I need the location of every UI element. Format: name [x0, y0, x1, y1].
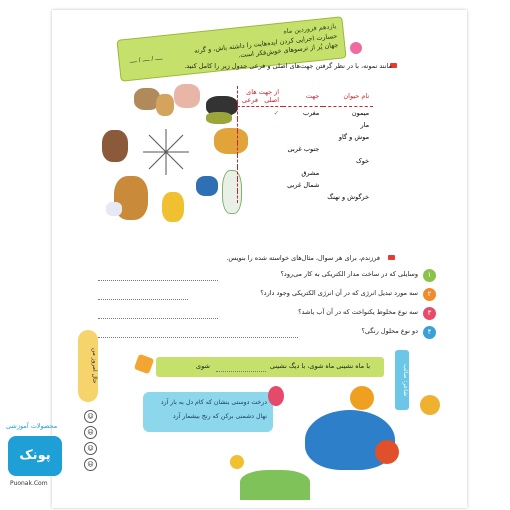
answer-line[interactable]	[98, 337, 298, 338]
col-header-direction: جهت	[283, 86, 323, 107]
cell-type[interactable]	[238, 131, 284, 143]
table-row	[238, 179, 374, 191]
mood-face-icon[interactable]: ☹	[84, 458, 97, 471]
question-list	[98, 270, 432, 346]
mouse-icon	[206, 112, 232, 124]
cell-type[interactable]	[238, 179, 284, 191]
cell-animal: خرگوش و نهنگ	[327, 193, 370, 201]
monkey-icon	[102, 130, 128, 162]
table-row	[238, 167, 374, 179]
col-header-type-label: از جهت های	[246, 88, 280, 96]
instruction-table: مانند نمونه، با در نظر گرفتن جهت‌های اصلی و فرعی جدول زیر را کامل کنید.	[184, 62, 392, 70]
whale-icon	[196, 176, 218, 196]
question-item	[98, 270, 432, 284]
brand-logo: پونک	[8, 436, 62, 476]
cell-direction[interactable]	[283, 119, 323, 131]
col-header-animal: نام حیوان	[323, 86, 373, 107]
cell-animal: خوک	[355, 157, 370, 165]
cell-direction[interactable]	[283, 155, 323, 167]
cell-animal: میمون	[351, 109, 370, 117]
flower-icon	[350, 42, 362, 54]
instruction-questions: فرزندم، برای هر سوال، مثال‌های خواسته شده را بنویس.	[226, 254, 380, 262]
table-row	[238, 131, 374, 143]
proverb-blank[interactable]	[216, 371, 266, 372]
proverb-band	[156, 357, 384, 377]
check-mark: ✓	[273, 109, 280, 117]
leaves-icon	[240, 470, 310, 500]
col-header-sub: فرعی	[242, 96, 258, 104]
question-item	[98, 289, 432, 303]
table-row	[238, 191, 374, 203]
brand-url[interactable]: Puonak.Com	[10, 480, 48, 487]
cell-type[interactable]	[238, 143, 284, 155]
question-number: ۳	[423, 307, 436, 320]
answer-line[interactable]	[98, 280, 218, 281]
cell-direction[interactable]	[283, 131, 323, 143]
poem-line-1: درخت دوستی بنشان که کام دل به بار آرد	[160, 399, 267, 406]
table-row	[238, 119, 374, 131]
sheep-icon	[106, 202, 122, 216]
rooster-icon	[156, 94, 174, 116]
answer-line[interactable]	[98, 318, 218, 319]
flower-icon	[375, 440, 399, 464]
cell-direction: مشرق	[301, 169, 320, 177]
table-row	[238, 143, 374, 155]
header-quote: حسارت اجرایی کردن ایده‌هایت را داشته باش، و گرنه جهان پُر از ترسوهای خوش‌فکر است.	[193, 31, 339, 60]
poem-callout	[143, 392, 273, 432]
flower-icon	[350, 386, 374, 410]
compass-rose-icon	[141, 127, 191, 177]
question-text: سه نوع مخلوط یکنواخت که در آن آب باشد؟	[298, 308, 418, 316]
question-number: ۲	[423, 288, 436, 301]
question-number: ۱	[423, 269, 436, 282]
cell-animal[interactable]	[323, 179, 373, 191]
proverb-end: شوی	[196, 362, 210, 370]
answer-line[interactable]	[98, 299, 188, 300]
col-header-type	[238, 86, 284, 107]
date-field[interactable]: ــــ / ــــ / ــــ	[129, 54, 163, 65]
cell-type[interactable]	[238, 167, 284, 179]
mood-face-icon[interactable]: ☺	[84, 442, 97, 455]
question-text: سه مورد تبدیل انرژی که در آن انرژی الکتریکی وجود دارد؟	[260, 289, 418, 297]
col-header-main: اصلی	[264, 96, 280, 104]
question-text: وسایلی که در ساخت مدار الکتریکی به کار می‌رود؟	[280, 270, 418, 278]
pig-icon	[174, 84, 200, 108]
question-item	[98, 308, 432, 322]
bird-icon	[268, 386, 284, 406]
brand-tagline: محصولات آموزشی	[6, 422, 58, 430]
cell-direction[interactable]	[283, 191, 323, 203]
cell-type[interactable]	[238, 107, 284, 120]
cell-direction: جنوب غربی	[287, 145, 320, 153]
cell-direction: شمال غربی	[287, 181, 320, 189]
cell-type[interactable]	[238, 191, 284, 203]
proverb-text: با ماه نشینی ماه شوی، با دیگ نشینی	[269, 362, 370, 370]
table-row	[238, 155, 374, 167]
question-text: دو نوع محلول رنگی؟	[361, 327, 418, 335]
cell-type[interactable]	[238, 155, 284, 167]
mood-tab: حال امروز من	[78, 330, 98, 402]
flower-icon	[420, 395, 440, 415]
brand-watermark	[0, 420, 70, 500]
cell-animal: مار	[360, 121, 370, 129]
cell-type[interactable]	[238, 119, 284, 131]
snake-icon	[162, 192, 184, 222]
animals-direction-table	[237, 86, 373, 203]
cell-animal[interactable]	[323, 143, 373, 155]
flower-icon	[230, 455, 244, 469]
bullet-icon	[388, 255, 395, 260]
cell-direction[interactable]: مغرب	[302, 109, 320, 117]
cell-animal: موش و گاو	[338, 133, 370, 141]
mood-face-icon[interactable]: ☺	[84, 410, 97, 423]
table-row	[238, 107, 374, 120]
poet-tab: شاعر: صائب	[395, 350, 409, 410]
cell-animal[interactable]	[323, 167, 373, 179]
header-title: یازدهم فروردین ماه	[282, 21, 337, 36]
mood-face-icon[interactable]: ☹	[84, 426, 97, 439]
question-number: ۴	[423, 326, 436, 339]
question-item	[98, 327, 432, 341]
poem-line-2: نهال دشمنی برکن که رنج بیشمار آرد	[172, 413, 267, 420]
